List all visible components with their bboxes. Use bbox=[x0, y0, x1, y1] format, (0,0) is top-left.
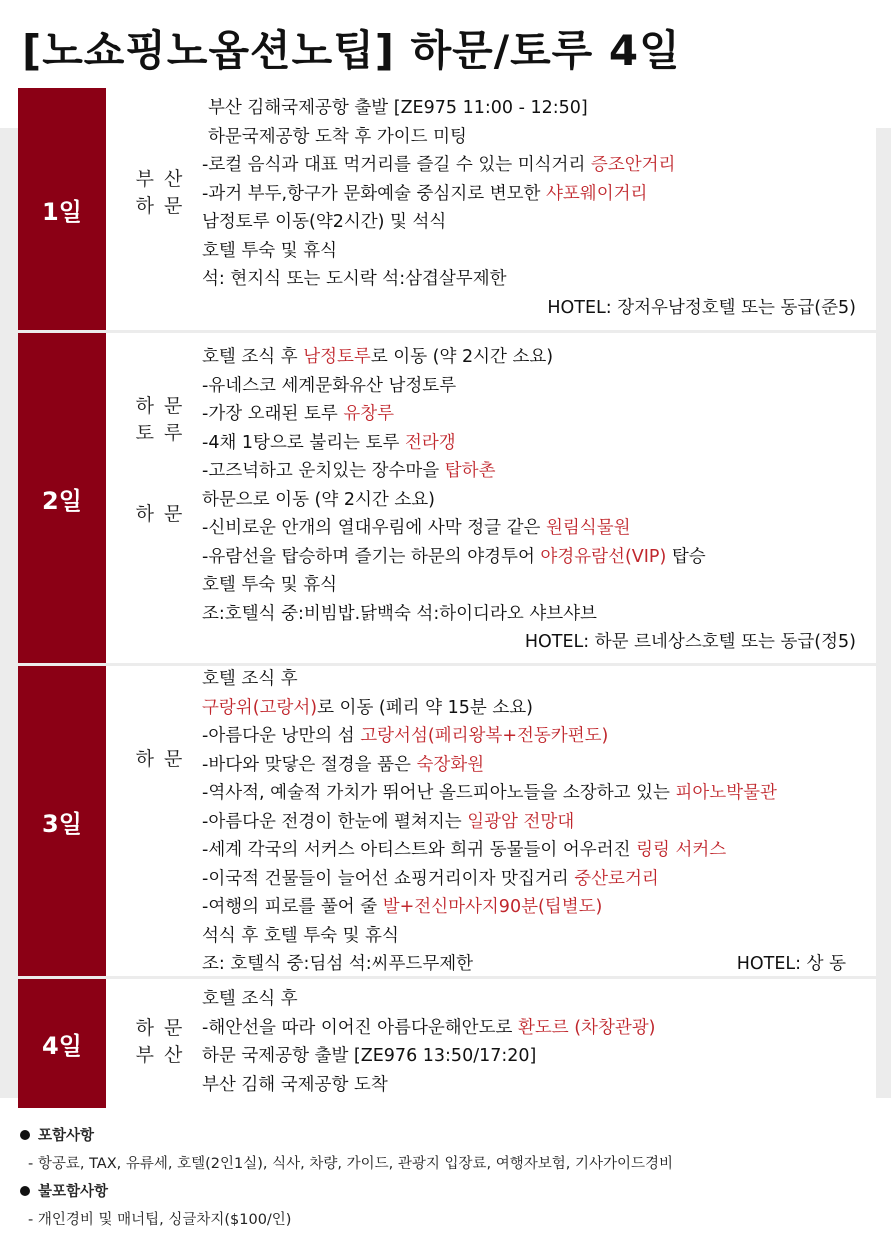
location-column bbox=[118, 393, 202, 528]
highlight-place: 야경유람선(VIP) bbox=[540, 546, 667, 567]
highlight-place: 고랑서섬(페리왕복+전동카편도) bbox=[360, 726, 609, 746]
highlight-place: 전라갱 bbox=[404, 432, 456, 453]
itinerary-line bbox=[202, 985, 856, 1014]
location-spacer bbox=[118, 447, 202, 474]
line-text: -역사적, 예술적 가치가 뛰어난 올드피아노들을 소장하고 있는 bbox=[202, 783, 676, 803]
itinerary-line bbox=[202, 751, 856, 780]
line-text: 호텔 조식 후 bbox=[202, 989, 298, 1009]
itinerary-line bbox=[202, 808, 856, 837]
hotel-text: HOTEL: 상 동 bbox=[736, 954, 846, 974]
line-text: -여행의 피로를 풀어 줄 bbox=[202, 897, 383, 917]
included-heading bbox=[20, 1122, 673, 1150]
line-text: 로 이동 (페리 약 15분 소요) bbox=[317, 697, 533, 718]
line-text: 부산 김해국제공항 출발 [ZE975 11:00 - 12:50] bbox=[208, 98, 588, 118]
day-label: 4일 bbox=[18, 979, 106, 1108]
location: 하 문 bbox=[135, 503, 185, 525]
itinerary-line bbox=[202, 429, 856, 458]
itinerary-line bbox=[202, 922, 856, 951]
highlight-place: 유창루 bbox=[343, 404, 395, 424]
line-text: -해안선을 따라 이어진 아름다운해안도로 bbox=[202, 1017, 518, 1038]
line-text: HOTEL: 하문 르네상스호텔 또는 동급(정5) bbox=[524, 632, 856, 652]
line-text: 호텔 투숙 및 휴식 bbox=[202, 240, 338, 261]
line-text: 하문 국제공항 출발 [ZE976 13:50/17:20] bbox=[202, 1046, 537, 1066]
itinerary-line bbox=[202, 694, 856, 723]
itinerary-line bbox=[202, 893, 856, 922]
line-text: 남정토루 이동(약2시간) 및 석식 bbox=[202, 212, 447, 232]
day-row bbox=[18, 88, 876, 330]
excluded-heading bbox=[20, 1178, 673, 1206]
highlight-place: 구랑위(고랑서) bbox=[202, 697, 318, 718]
location: 하 문 bbox=[135, 1017, 185, 1039]
itinerary-line bbox=[202, 1014, 856, 1043]
itinerary-line bbox=[202, 1071, 856, 1100]
highlight-place: 탑하촌 bbox=[444, 461, 496, 481]
itinerary-lines bbox=[202, 985, 856, 1099]
highlight-place: 남정토루 bbox=[303, 347, 371, 367]
day-label: 2일 bbox=[18, 333, 106, 663]
day-row bbox=[18, 979, 876, 1108]
line-text: 부산 김해 국제공항 도착 bbox=[202, 1074, 388, 1095]
location-column bbox=[118, 1015, 202, 1069]
day-row bbox=[18, 333, 876, 663]
location-column bbox=[118, 746, 202, 773]
itinerary-line bbox=[202, 514, 856, 543]
itinerary-line bbox=[202, 180, 856, 209]
bullet-icon bbox=[20, 1186, 30, 1196]
highlight-place: 원림식물원 bbox=[545, 518, 631, 538]
meal-text: 조: 호텔식 중:딤섬 석:씨푸드무제한 bbox=[202, 954, 474, 974]
line-text: -과거 부두,항구가 문화예술 중심지로 변모한 bbox=[202, 183, 546, 204]
itinerary-lines bbox=[202, 343, 856, 657]
itinerary-line bbox=[202, 600, 856, 629]
location: 하 문 bbox=[135, 195, 185, 217]
line-text: 로 이동 (약 2시간 소요) bbox=[370, 347, 554, 367]
day-row bbox=[18, 666, 876, 976]
itinerary-line bbox=[202, 123, 856, 152]
itinerary-line bbox=[202, 372, 856, 401]
day-label: 3일 bbox=[18, 666, 106, 976]
line-text: -유네스코 세계문화유산 남정토루 bbox=[202, 375, 457, 396]
location: 하 문 bbox=[135, 395, 185, 417]
line-text: 호텔 투숙 및 휴식 bbox=[202, 575, 338, 595]
line-text: 호텔 조식 후 bbox=[202, 669, 298, 689]
itinerary-line bbox=[202, 571, 856, 600]
included-text: - 항공료, TAX, 유류세, 호텔(2인1실), 식사, 차량, 가이드, 관광지 입장료, 여행자보험, 기사가이드경비 bbox=[28, 1156, 674, 1172]
highlight-place: 환도르 (차창관광) bbox=[517, 1017, 656, 1038]
location-spacer bbox=[118, 474, 202, 501]
itinerary-line bbox=[202, 865, 856, 894]
itinerary-line bbox=[202, 486, 856, 515]
line-text: -아름다운 전경이 한눈에 펼쳐지는 bbox=[202, 811, 468, 832]
highlight-place: 일광암 전망대 bbox=[467, 811, 575, 832]
highlight-place: 링링 서커스 bbox=[636, 840, 727, 860]
itinerary-line bbox=[202, 836, 856, 865]
location: 토 루 bbox=[135, 422, 185, 444]
itinerary-line bbox=[202, 94, 856, 123]
line-text: -4채 1탕으로 불리는 토루 bbox=[202, 432, 405, 453]
highlight-place: 샤포웨이거리 bbox=[545, 183, 648, 204]
itinerary-line bbox=[202, 779, 856, 808]
excluded-heading-text: 불포함사항 bbox=[38, 1184, 109, 1200]
line-text: -로컬 음식과 대표 먹거리를 즐길 수 있는 미식거리 bbox=[202, 155, 591, 175]
line-text: -세계 각국의 서커스 아티스트와 희귀 동물들이 어우러진 bbox=[202, 840, 637, 860]
itinerary-lines bbox=[202, 665, 856, 979]
itinerary-line bbox=[202, 1042, 856, 1071]
line-text: -이국적 건물들이 늘어선 쇼핑거리이자 맛집거리 bbox=[202, 868, 575, 889]
location-column bbox=[118, 166, 202, 220]
itinerary-line bbox=[202, 265, 856, 294]
line-text: -신비로운 안개의 열대우림에 사막 정글 같은 bbox=[202, 518, 546, 538]
itinerary-line bbox=[202, 237, 856, 266]
line-text: 하문으로 이동 (약 2시간 소요) bbox=[202, 489, 435, 510]
highlight-place: 중산로거리 bbox=[574, 868, 659, 889]
hotel-line bbox=[202, 628, 856, 657]
highlight-place: 피아노박물관 bbox=[675, 783, 777, 803]
location: 부 산 bbox=[135, 1044, 185, 1066]
itinerary-line bbox=[202, 722, 856, 751]
line-text: -가장 오래된 토루 bbox=[202, 404, 344, 424]
notes-section bbox=[20, 1122, 673, 1234]
line-text: 호텔 조식 후 bbox=[202, 347, 304, 367]
location: 부 산 bbox=[135, 168, 185, 190]
itinerary-line bbox=[202, 543, 856, 572]
line-text: 탑승 bbox=[666, 546, 706, 567]
highlight-place: 발+전신마사지90분(팁별도) bbox=[382, 897, 603, 917]
itinerary-line bbox=[202, 151, 856, 180]
included-heading-text: 포함사항 bbox=[38, 1128, 95, 1144]
itinerary-lines bbox=[202, 94, 856, 322]
location: 하 문 bbox=[135, 748, 185, 770]
line-text: 조:호텔식 중:비빔밥.닭백숙 석:하이디라오 샤브샤브 bbox=[202, 603, 597, 624]
highlight-place: 숙장화원 bbox=[416, 754, 485, 775]
line-text: -유람선을 탑승하며 즐기는 하문의 야경투어 bbox=[202, 546, 541, 567]
page-title: [노쇼핑노옵션노팁] 하문/토루 4일 bbox=[22, 26, 681, 75]
highlight-place: 증조안거리 bbox=[590, 155, 676, 175]
itinerary-line bbox=[202, 665, 856, 694]
line-text: 석식 후 호텔 투숙 및 휴식 bbox=[202, 925, 399, 946]
bullet-icon bbox=[20, 1130, 30, 1140]
hotel-line bbox=[202, 294, 856, 323]
line-text: -고즈넉하고 운치있는 장수마을 bbox=[202, 461, 445, 481]
line-text: -아름다운 낭만의 섬 bbox=[202, 726, 361, 746]
itinerary-line bbox=[202, 208, 856, 237]
itinerary-line bbox=[202, 457, 856, 486]
line-text: -바다와 맞닿은 절경을 품은 bbox=[202, 754, 417, 775]
line-text: HOTEL: 장저우남정호텔 또는 동급(준5) bbox=[547, 297, 856, 318]
itinerary-line bbox=[202, 343, 856, 372]
excluded-text: - 개인경비 및 매너팁, 싱글차지($100/인) bbox=[28, 1212, 292, 1228]
day-label: 1일 bbox=[18, 88, 106, 330]
line-text: 하문국제공항 도착 후 가이드 미팅 bbox=[208, 126, 467, 147]
line-text: 석: 현지식 또는 도시락 석:삼겹살무제한 bbox=[202, 269, 507, 289]
itinerary-line bbox=[202, 400, 856, 429]
itinerary-line bbox=[202, 950, 856, 979]
